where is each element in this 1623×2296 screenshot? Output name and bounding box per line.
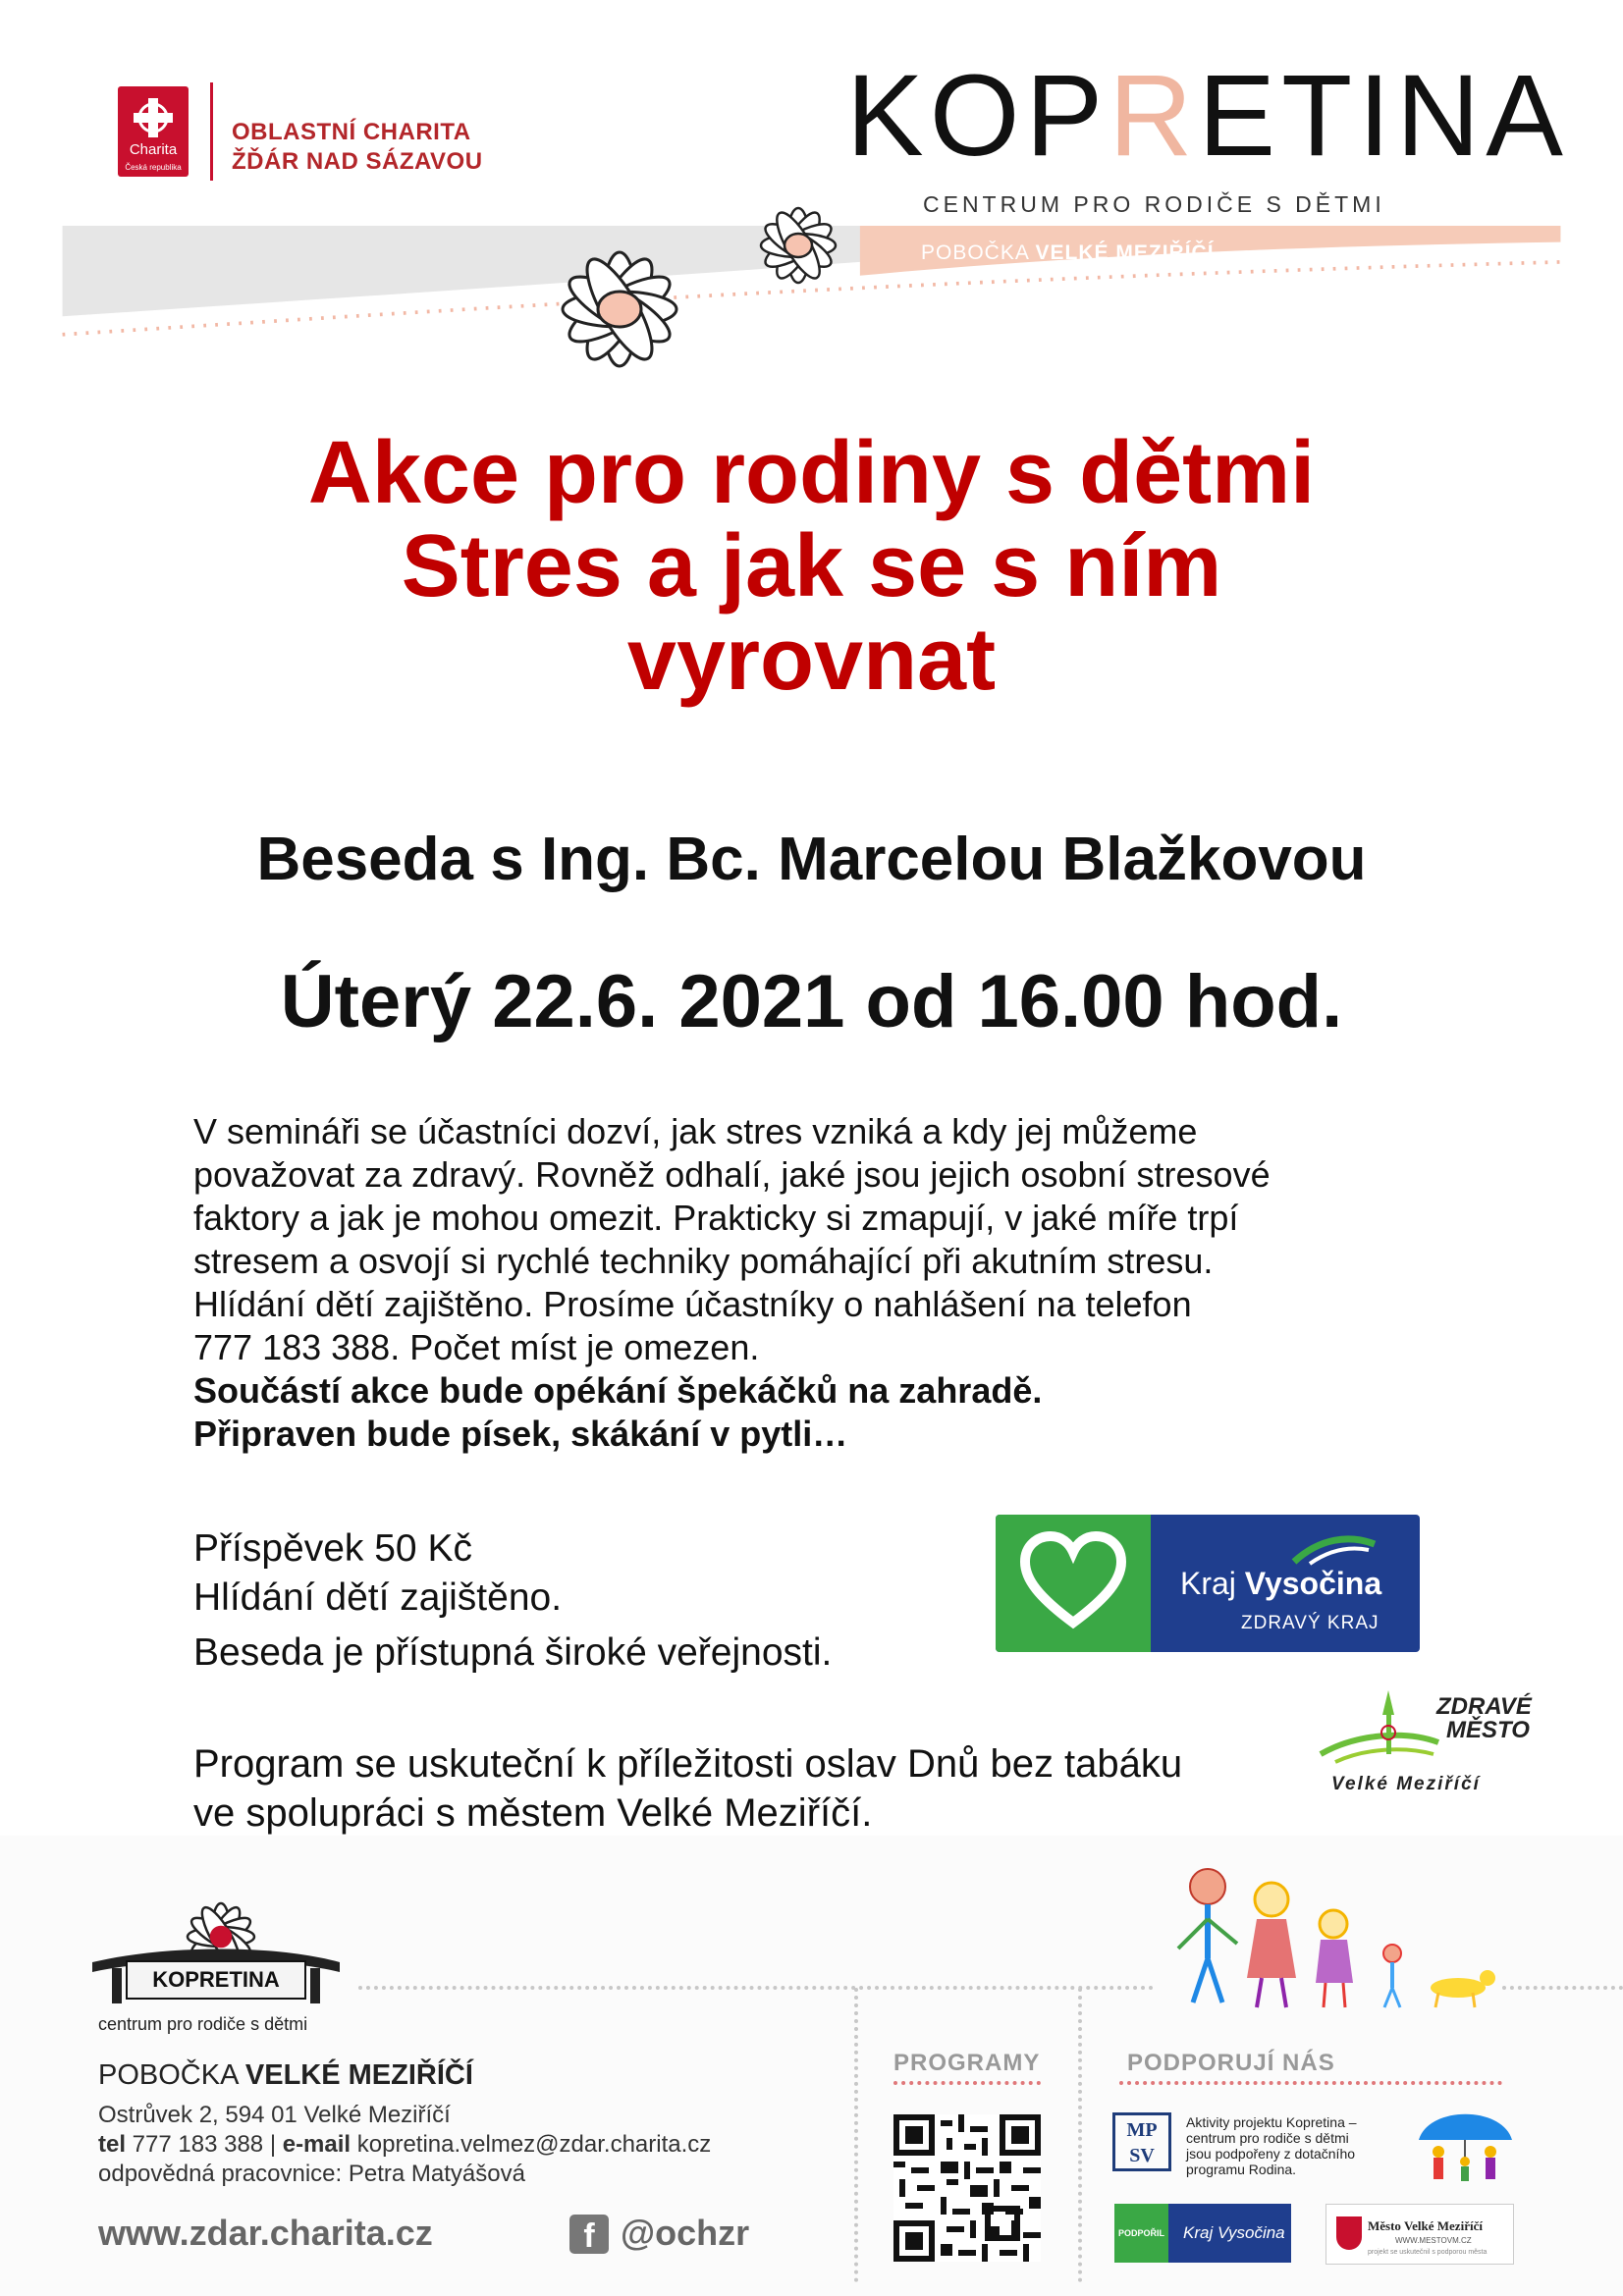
zdrave-mesto-logo bbox=[1316, 1685, 1542, 1803]
footer-column-divider bbox=[854, 1988, 858, 2282]
kv-name-bold: Vysočina bbox=[1244, 1566, 1382, 1601]
footer-branch-name: VELKÉ MEZIŘÍČÍ bbox=[244, 2059, 473, 2091]
program-line2: ve spolupráci s městem Velké Meziříčí. bbox=[193, 1791, 873, 1835]
kopretina-branch-name: VELKÉ MEZIŘÍČÍ bbox=[1035, 241, 1215, 264]
headline-line1: Akce pro rodiny s dětmi bbox=[307, 424, 1316, 522]
footer-phone-email bbox=[98, 2130, 711, 2160]
footer-dotted-line bbox=[1502, 1986, 1623, 1990]
program-line1: Program se uskuteční k příležitosti oslav Dnů bez tabáku bbox=[193, 1742, 1183, 1786]
charita-cross-icon bbox=[132, 96, 175, 139]
kv-name bbox=[1180, 1566, 1381, 1602]
kv-swoosh-icon bbox=[1290, 1532, 1379, 1568]
vm-sub: projekt se uskutečnil s podporou města bbox=[1368, 2249, 1488, 2256]
description-bold-line: Součástí akce bude opékání špekáčků na zahradě. bbox=[193, 1370, 1043, 1411]
event-datetime: Úterý 22.6. 2021 od 16.00 hod. bbox=[280, 960, 1343, 1043]
charita-divider bbox=[210, 82, 213, 181]
headline-line2: Stres a jak se s ním bbox=[401, 517, 1222, 615]
headline-line3: vyrovnat bbox=[626, 611, 997, 709]
description-bold-line: Připraven bude písek, skákání v pytli… bbox=[193, 1414, 848, 1454]
kv-green-panel bbox=[996, 1515, 1151, 1652]
mpsv-line2: SV bbox=[1129, 2145, 1155, 2166]
mpsv-support-text: Aktivity projektu Kopretina – centrum pro rodiče s dětmi jsou podpořeny z dotačního programu Rodina. bbox=[1186, 2114, 1357, 2177]
charita-name-line2: ŽĎÁR NAD SÁZAVOU bbox=[232, 148, 483, 175]
kopretina-branch-prefix: POBOČKA bbox=[921, 241, 1036, 264]
charita-name bbox=[232, 118, 483, 177]
description-line: stresem a osvojí si rychlé techniky pomáhající při akutním stresu. bbox=[193, 1241, 1214, 1281]
website-link[interactable]: www.zdar.charita.cz bbox=[98, 2213, 433, 2253]
kopretina-footer-tag: centrum pro rodiče s dětmi bbox=[98, 2014, 308, 2034]
footer-responsible: odpovědná pracovnice: Petra Matyášová bbox=[98, 2161, 525, 2187]
price-text: Příspěvek 50 Kč bbox=[193, 1527, 472, 1570]
description-line: 777 183 388. Počet míst je omezen. bbox=[193, 1327, 760, 1367]
supporters-underline bbox=[1119, 2081, 1502, 2085]
kopretina-subtitle: CENTRUM PRO RODIČE S DĚTMI bbox=[923, 191, 1385, 217]
vm-name: Město Velké Meziříčí bbox=[1368, 2218, 1483, 2233]
kraj-vysocina-logo bbox=[996, 1515, 1420, 1652]
footer-dotted-line bbox=[358, 1986, 1154, 1990]
tel-label: tel bbox=[98, 2131, 127, 2158]
email-value[interactable]: kopretina.velmez@zdar.charita.cz bbox=[351, 2131, 712, 2158]
mesto-text: MĚSTO bbox=[1446, 1717, 1530, 1743]
kopretina-branch bbox=[921, 241, 1215, 265]
tel-value[interactable]: 777 183 388 | bbox=[126, 2131, 283, 2158]
event-speaker: Beseda s Ing. Bc. Marcelou Blažkovou bbox=[256, 826, 1367, 893]
kopretina-footer-name: KOPRETINA bbox=[126, 1960, 306, 2000]
kv-tagline: ZDRAVÝ KRAJ bbox=[1241, 1613, 1380, 1633]
vm-web: WWW.MESTOVM.CZ bbox=[1395, 2236, 1472, 2245]
zdrave-mesto-text bbox=[1436, 1695, 1532, 1742]
email-label: e-mail bbox=[282, 2131, 352, 2158]
qr-code-icon[interactable] bbox=[893, 2114, 1041, 2262]
family-umbrella-icon bbox=[1414, 2101, 1517, 2189]
kopretina-footer-logo bbox=[69, 1899, 353, 2037]
kopretina-title-part2: ETINA bbox=[1198, 51, 1569, 181]
description-line: faktory a jak je mohou omezit. Prakticky si zmapují, v jaké míře trpí bbox=[193, 1198, 1239, 1238]
footer-branch-prefix: POBOČKA bbox=[98, 2059, 245, 2091]
event-headline bbox=[0, 424, 1623, 709]
city-shield-icon bbox=[1336, 2216, 1362, 2250]
family-drawing-icon bbox=[1159, 1865, 1502, 2012]
kv-small-text: Kraj Vysočina bbox=[1183, 2223, 1285, 2242]
footer-column-divider bbox=[1078, 1988, 1082, 2282]
public-text: Beseda je přístupná široké veřejnosti. bbox=[193, 1631, 833, 1674]
zdrave-mesto-city: Velké Meziříčí bbox=[1331, 1774, 1481, 1794]
program-info bbox=[193, 1739, 1323, 1838]
description-line: považovat za zdravý. Rovněž odhalí, jaké jsou jejich osobní stresové bbox=[193, 1154, 1271, 1195]
kv-name-prefix: Kraj bbox=[1180, 1566, 1245, 1601]
mpsv-logo bbox=[1112, 2112, 1171, 2171]
zdrave-mesto-emblem-icon bbox=[1316, 1685, 1443, 1774]
charita-name-line1: OBLASTNÍ CHARITA bbox=[232, 119, 471, 145]
footer-address: Ostrůvek 2, 594 01 Velké Meziříčí bbox=[98, 2102, 451, 2128]
kraj-vysocina-small-logo bbox=[1114, 2204, 1291, 2263]
description-line: V semináři se účastníci dozví, jak stres vzniká a kdy jej můžeme bbox=[193, 1111, 1198, 1151]
footer-contacts bbox=[98, 2101, 711, 2189]
charita-logo bbox=[118, 86, 189, 177]
kopretina-title-part1: KOP bbox=[846, 51, 1109, 181]
kopretina-title bbox=[846, 51, 1569, 181]
programs-underline bbox=[893, 2081, 1041, 2085]
description-line: Hlídání dětí zajištěno. Prosíme účastníky o nahlášení na telefon bbox=[193, 1284, 1192, 1324]
mpsv-line1: MP bbox=[1126, 2119, 1158, 2141]
kv-small-label: PODPOŘIL bbox=[1114, 2204, 1168, 2263]
facebook-icon[interactable]: f bbox=[569, 2215, 609, 2254]
charita-logo-country: Česká republika bbox=[125, 163, 182, 172]
price-info bbox=[193, 1524, 832, 1678]
daisy-large-icon bbox=[516, 240, 723, 378]
daisy-small-icon bbox=[725, 201, 872, 290]
event-description bbox=[193, 1110, 1431, 1456]
kopretina-title-accent: R bbox=[1109, 51, 1199, 181]
childcare-text: Hlídání dětí zajištěno. bbox=[193, 1576, 563, 1619]
mesto-velke-mezirici-logo bbox=[1325, 2204, 1514, 2265]
facebook-handle[interactable]: @ochzr bbox=[621, 2213, 750, 2253]
charita-logo-label: Charita bbox=[129, 141, 178, 158]
zdrave-text: ZDRAVÉ bbox=[1436, 1693, 1532, 1720]
footer-branch-title bbox=[98, 2059, 473, 2092]
supporters-label: PODPORUJÍ NÁS bbox=[1127, 2050, 1335, 2076]
programs-label: PROGRAMY bbox=[893, 2050, 1041, 2076]
heart-icon bbox=[1019, 1528, 1127, 1636]
